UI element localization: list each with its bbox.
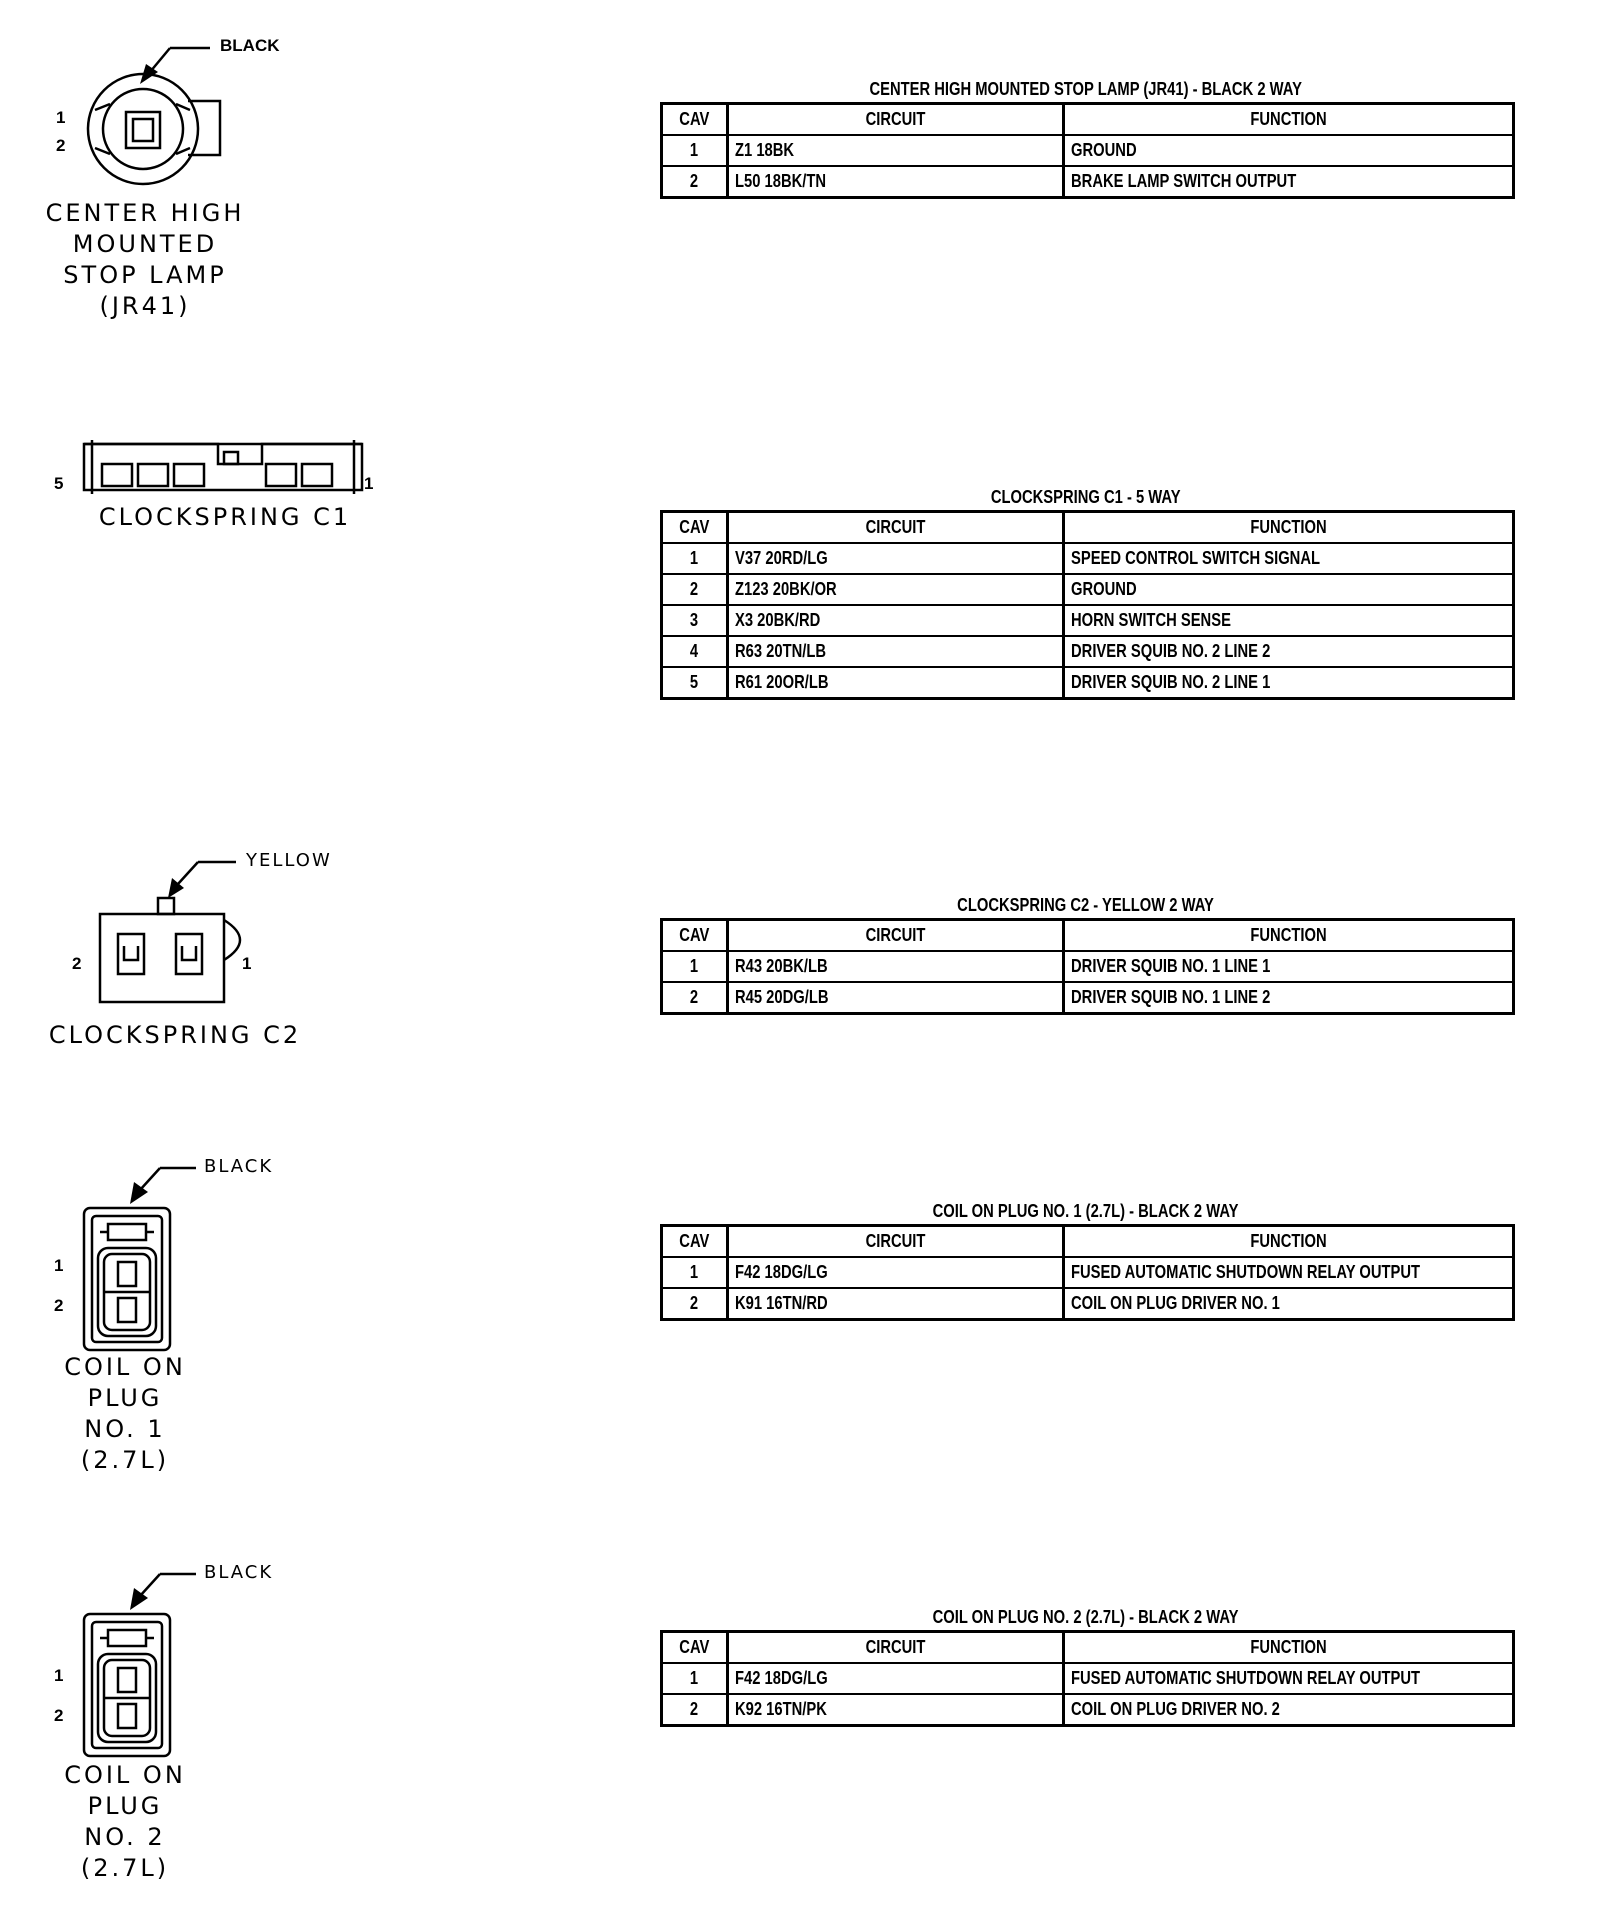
cell-cav: 2 (662, 1694, 728, 1726)
table-row (662, 1694, 1514, 1726)
cell-cav: 1 (662, 951, 728, 982)
header-cav: CAV (662, 920, 728, 952)
table-row (662, 543, 1514, 574)
header-function: FUNCTION (1064, 920, 1514, 952)
header-function: FUNCTION (1064, 512, 1514, 544)
table-row (662, 166, 1514, 198)
chmsl-pin-1-label: 1 (56, 108, 66, 127)
coil-on-plug-2-color-callout: BLACK (204, 1562, 274, 1583)
table-header-row (662, 104, 1514, 136)
cell-function: DRIVER SQUIB NO. 1 LINE 1 (1064, 951, 1514, 982)
cell-function: FUSED AUTOMATIC SHUTDOWN RELAY OUTPUT (1064, 1257, 1514, 1288)
connector-diagram-coil-on-plug-2 (0, 1546, 400, 1886)
table-row (662, 951, 1514, 982)
table-title: CENTER HIGH MOUNTED STOP LAMP (JR41) - BLACK 2 WAY (869, 79, 1303, 99)
cell-function: DRIVER SQUIB NO. 2 LINE 2 (1064, 636, 1514, 667)
cell-function: GROUND (1064, 574, 1514, 605)
header-function: FUNCTION (1064, 1632, 1514, 1664)
header-circuit: CIRCUIT (728, 920, 1064, 952)
table-title: CLOCKSPRING C1 - 5 WAY (991, 487, 1181, 507)
pinout-table (660, 1224, 1515, 1321)
coil-on-plug-1-pin-1-label: 1 (54, 1256, 64, 1275)
cell-cav: 1 (662, 135, 728, 166)
table-row (662, 1288, 1514, 1320)
chmsl-pin-2-label: 2 (56, 136, 66, 155)
table-row (662, 667, 1514, 699)
connector-diagram-clockspring-c2 (0, 840, 400, 1060)
table-header-row (662, 1632, 1514, 1664)
cell-cav: 1 (662, 543, 728, 574)
header-cav: CAV (662, 104, 728, 136)
pinout-table-coil-on-plug-1 (660, 1198, 1512, 1321)
clockspring-c1-pin-5-label: 5 (54, 474, 64, 493)
coil-on-plug-2-pin-1-label: 1 (54, 1666, 64, 1685)
cell-function: BRAKE LAMP SWITCH OUTPUT (1064, 166, 1514, 198)
chmsl-color-callout: BLACK (220, 36, 280, 55)
cell-cav: 2 (662, 982, 728, 1014)
cell-circuit: V37 20RD/LG (728, 543, 1064, 574)
cell-circuit: R63 20TN/LB (728, 636, 1064, 667)
cell-function: FUSED AUTOMATIC SHUTDOWN RELAY OUTPUT (1064, 1663, 1514, 1694)
table-row (662, 574, 1514, 605)
coil-on-plug-1-pin-2-label: 2 (54, 1296, 64, 1315)
pinout-table (660, 918, 1515, 1015)
cell-function: SPEED CONTROL SWITCH SIGNAL (1064, 543, 1514, 574)
cell-circuit: R43 20BK/LB (728, 951, 1064, 982)
cell-cav: 3 (662, 605, 728, 636)
clockspring-c2-connector-name: CLOCKSPRING C2 (48, 1021, 302, 1049)
connector-diagram-clockspring-c1 (0, 420, 400, 540)
cell-function: HORN SWITCH SENSE (1064, 605, 1514, 636)
table-title: COIL ON PLUG NO. 1 (2.7L) - BLACK 2 WAY (933, 1201, 1239, 1221)
table-row (662, 636, 1514, 667)
cell-circuit: K91 16TN/RD (728, 1288, 1064, 1320)
clockspring-c1-pin-1-label: 1 (364, 474, 374, 493)
table-header-row (662, 920, 1514, 952)
table-row (662, 135, 1514, 166)
cell-circuit: Z1 18BK (728, 135, 1064, 166)
cell-function: DRIVER SQUIB NO. 2 LINE 1 (1064, 667, 1514, 699)
table-title: COIL ON PLUG NO. 2 (2.7L) - BLACK 2 WAY (933, 1607, 1239, 1627)
table-row (662, 982, 1514, 1014)
pinout-table (660, 1630, 1515, 1727)
cell-function: GROUND (1064, 135, 1514, 166)
cell-circuit: R45 20DG/LB (728, 982, 1064, 1014)
clockspring-c2-pin-2-label: 2 (72, 954, 82, 973)
cell-cav: 2 (662, 1288, 728, 1320)
clockspring-c1-connector-name: CLOCKSPRING C1 (98, 503, 352, 531)
header-circuit: CIRCUIT (728, 512, 1064, 544)
connector-diagram-chmsl (0, 0, 400, 340)
header-circuit: CIRCUIT (728, 104, 1064, 136)
cell-cav: 4 (662, 636, 728, 667)
table-row (662, 605, 1514, 636)
table-row (662, 1257, 1514, 1288)
table-title: CLOCKSPRING C2 - YELLOW 2 WAY (957, 895, 1215, 915)
header-cav: CAV (662, 1632, 728, 1664)
cell-cav: 2 (662, 166, 728, 198)
table-header-row (662, 512, 1514, 544)
cell-circuit: X3 20BK/RD (728, 605, 1064, 636)
pinout-table-clockspring-c1 (660, 484, 1512, 700)
cell-function: COIL ON PLUG DRIVER NO. 1 (1064, 1288, 1514, 1320)
header-function: FUNCTION (1064, 1226, 1514, 1258)
table-row (662, 1663, 1514, 1694)
cell-function: COIL ON PLUG DRIVER NO. 2 (1064, 1694, 1514, 1726)
cell-circuit: F42 18DG/LG (728, 1663, 1064, 1694)
chmsl-connector-name: CENTER HIGH MOUNTED STOP LAMP (JR41) (45, 199, 245, 320)
header-cav: CAV (662, 512, 728, 544)
pinout-table (660, 510, 1515, 700)
cell-circuit: Z123 20BK/OR (728, 574, 1064, 605)
cell-circuit: R61 20OR/LB (728, 667, 1064, 699)
coil-on-plug-2-connector-name: COIL ON PLUG NO. 2 (2.7L) (64, 1761, 186, 1882)
cell-circuit: K92 16TN/PK (728, 1694, 1064, 1726)
coil-on-plug-2-pin-2-label: 2 (54, 1706, 64, 1725)
coil-on-plug-1-color-callout: BLACK (204, 1156, 274, 1177)
header-circuit: CIRCUIT (728, 1632, 1064, 1664)
pinout-table-coil-on-plug-2 (660, 1604, 1512, 1727)
pinout-table-chmsl (660, 76, 1512, 199)
cell-circuit: L50 18BK/TN (728, 166, 1064, 198)
table-header-row (662, 1226, 1514, 1258)
cell-function: DRIVER SQUIB NO. 1 LINE 2 (1064, 982, 1514, 1014)
cell-cav: 1 (662, 1257, 728, 1288)
pinout-table (660, 102, 1515, 199)
header-cav: CAV (662, 1226, 728, 1258)
pinout-table-clockspring-c2 (660, 892, 1512, 1015)
clockspring-c2-color-callout: YELLOW (246, 850, 332, 871)
coil-on-plug-1-connector-name: COIL ON PLUG NO. 1 (2.7L) (64, 1353, 186, 1474)
cell-cav: 2 (662, 574, 728, 605)
header-function: FUNCTION (1064, 104, 1514, 136)
header-circuit: CIRCUIT (728, 1226, 1064, 1258)
clockspring-c2-pin-1-label: 1 (242, 954, 252, 973)
cell-cav: 1 (662, 1663, 728, 1694)
cell-circuit: F42 18DG/LG (728, 1257, 1064, 1288)
connector-diagram-coil-on-plug-1 (0, 1140, 400, 1480)
cell-cav: 5 (662, 667, 728, 699)
